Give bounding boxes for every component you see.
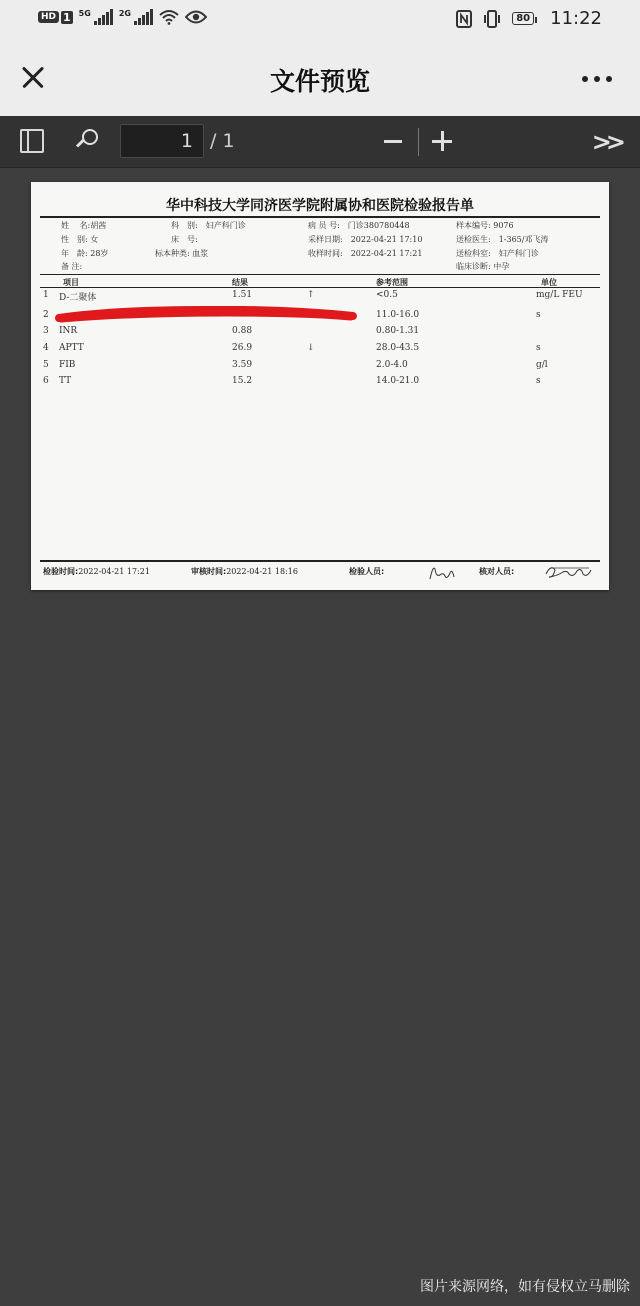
info-gender: 性 别: 女 bbox=[61, 235, 99, 244]
status-right bbox=[456, 8, 602, 29]
hd-badge: HD bbox=[38, 11, 59, 23]
row-range: 2.0-4.0 bbox=[376, 360, 408, 370]
toolbar-divider bbox=[418, 128, 419, 156]
info-age: 年 龄: 28岁 bbox=[61, 249, 109, 258]
double-chevron-right-icon[interactable]: >> bbox=[591, 128, 620, 156]
row-number: 3 bbox=[43, 326, 49, 336]
row-unit: g/l bbox=[536, 360, 548, 370]
vibrate-icon bbox=[482, 10, 502, 28]
info-diagnosis: 临床诊断: 中孕 bbox=[456, 262, 510, 271]
info-doctor: 送检医生: 1-365/邓飞涛 bbox=[456, 235, 549, 244]
row-result: 1.51 bbox=[232, 290, 253, 300]
pdf-toolbar bbox=[0, 116, 640, 168]
divider bbox=[40, 216, 600, 218]
row-number: 2 bbox=[43, 310, 49, 320]
row-item: APTT bbox=[59, 343, 84, 353]
search-icon[interactable] bbox=[76, 128, 100, 152]
row-result: 26.9 bbox=[232, 343, 253, 353]
test-time-label: 检验时间: bbox=[43, 567, 79, 576]
row-unit: mg/L FEU bbox=[536, 290, 583, 300]
status-left bbox=[38, 9, 207, 25]
info-sample-date: 采样日期: 2022-04-21 17:10 bbox=[308, 235, 423, 244]
page-total: / 1 bbox=[210, 130, 235, 152]
row-item: TT bbox=[59, 376, 72, 386]
nfc-icon bbox=[456, 10, 472, 28]
info-sample-no: 样本编号: 9076 bbox=[456, 221, 514, 230]
report-title: 华中科技大学同济医学院附属协和医院检验报告单 bbox=[166, 198, 474, 214]
more-options-icon[interactable] bbox=[582, 76, 612, 82]
row-item: D-二聚体 bbox=[59, 293, 97, 303]
row-number: 5 bbox=[43, 360, 49, 370]
column-header-result: 结果 bbox=[232, 278, 248, 287]
divider bbox=[40, 287, 600, 288]
page-title: 文件预览 bbox=[269, 67, 370, 96]
wifi-icon bbox=[159, 9, 179, 25]
info-name: 姓 名:胡茜 bbox=[61, 221, 107, 230]
column-header-unit: 单位 bbox=[541, 278, 557, 287]
row-result: 0.88 bbox=[232, 326, 253, 336]
review-time bbox=[191, 566, 298, 577]
status-bar bbox=[0, 0, 640, 40]
info-patient-id: 病 员 号: 门诊380780448 bbox=[308, 221, 410, 230]
sidebar-toggle-icon[interactable] bbox=[20, 129, 44, 153]
review-time-value: 2022-04-21 18:16 bbox=[226, 567, 298, 576]
signal-icon bbox=[134, 9, 153, 25]
red-redaction-mark bbox=[55, 306, 359, 326]
test-time-value: 2022-04-21 17:21 bbox=[78, 567, 150, 576]
info-specimen: 标本种类: 血浆 bbox=[155, 249, 209, 258]
document-page bbox=[31, 182, 609, 590]
row-flag: ↑ bbox=[307, 290, 315, 300]
tester-label: 检验人员: bbox=[349, 567, 385, 576]
row-unit: s bbox=[536, 343, 541, 353]
info-send-dept: 送检科室: 妇产科门诊 bbox=[456, 249, 539, 258]
signal-icon bbox=[94, 9, 113, 25]
row-item: FIB bbox=[59, 360, 76, 370]
row-result: 3.59 bbox=[232, 360, 253, 370]
network-type-1: 5G bbox=[78, 9, 91, 18]
row-item: INR bbox=[59, 326, 78, 336]
zoom-out-icon[interactable] bbox=[384, 140, 402, 143]
row-unit: s bbox=[536, 310, 541, 320]
divider bbox=[40, 274, 600, 275]
test-time bbox=[43, 566, 150, 577]
info-dept: 科 别: 妇产科门诊 bbox=[171, 221, 246, 230]
info-remark: 备 注: bbox=[61, 262, 83, 271]
row-number: 6 bbox=[43, 376, 49, 386]
divider bbox=[40, 560, 600, 562]
column-header-range: 参考范围 bbox=[376, 278, 408, 287]
eye-icon bbox=[185, 10, 207, 24]
page-number-input[interactable]: 1 bbox=[120, 124, 204, 158]
row-range: 28.0-43.5 bbox=[376, 343, 420, 353]
checker bbox=[479, 566, 514, 577]
clock: 11:22 bbox=[550, 8, 602, 29]
row-range: 0.80-1.31 bbox=[376, 326, 420, 336]
row-number: 4 bbox=[43, 343, 49, 353]
title-bar bbox=[0, 40, 640, 116]
network-type-2: 2G bbox=[118, 9, 131, 18]
zoom-in-icon[interactable] bbox=[432, 131, 452, 151]
column-header-item: 项目 bbox=[63, 278, 79, 287]
checker-label: 核对人员: bbox=[479, 567, 515, 576]
row-flag: ↓ bbox=[307, 343, 315, 353]
row-number: 1 bbox=[43, 290, 49, 300]
tester-signature bbox=[427, 563, 457, 583]
row-unit: s bbox=[536, 376, 541, 386]
review-time-label: 审核时间: bbox=[191, 567, 227, 576]
checker-signature bbox=[543, 562, 593, 582]
row-result: 15.2 bbox=[232, 376, 253, 386]
watermark-text: 图片来源网络，如有侵权立马删除 bbox=[420, 1279, 630, 1295]
info-bed: 床 号: bbox=[171, 235, 198, 244]
sim-number: 1 bbox=[63, 10, 71, 24]
row-range: <0.5 bbox=[376, 290, 398, 300]
battery-icon: 80 bbox=[512, 12, 534, 25]
row-range: 14.0-21.0 bbox=[376, 376, 420, 386]
info-receive-time: 收样时间: 2022-04-21 17:21 bbox=[308, 249, 423, 258]
tester bbox=[349, 566, 384, 577]
row-range: 11.0-16.0 bbox=[376, 310, 420, 320]
